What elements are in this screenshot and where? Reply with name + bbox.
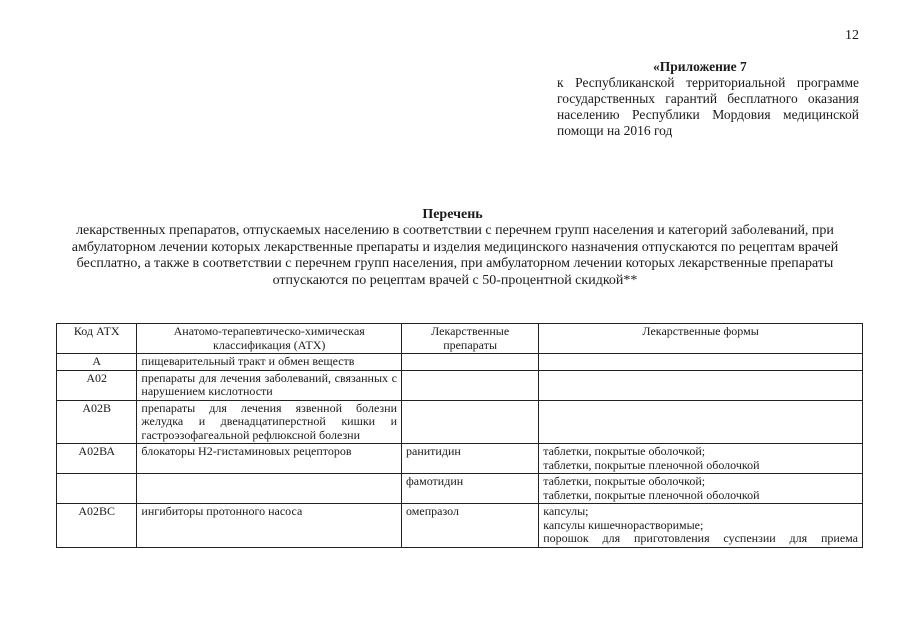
dosage-form-line: таблетки, покрытые пленочной оболочкой: [543, 487, 760, 502]
table-row: [57, 400, 863, 444]
table-header-row: [57, 324, 863, 354]
dosage-forms-cell: [539, 474, 863, 504]
header-code: Код АТХ: [57, 324, 137, 354]
page-number: 12: [845, 28, 859, 43]
atc-code-cell: А02ВА: [57, 444, 137, 474]
table-row: [57, 370, 863, 400]
dosage-form-line: порошок для приготовления суспензии для приема: [543, 531, 858, 545]
appendix-header: [557, 59, 859, 139]
header-classification: Анатомо-терапевтическо-химическая классификация (АТХ): [137, 324, 402, 354]
atc-classification-cell: [137, 474, 402, 504]
drug-name-cell: омепразол: [402, 504, 539, 548]
appendix-title: «Приложение 7: [653, 59, 747, 74]
table-row: [57, 474, 863, 504]
drug-name-cell: фамотидин: [402, 474, 539, 504]
atc-classification-cell: ингибиторы протонного насоса: [137, 504, 402, 548]
atc-classification-cell: препараты для лечения язвенной болезни желудка и двенадцатиперстной кишки и гастроэзофагеальной рефлюксной болезни: [137, 400, 402, 444]
appendix-body: к Республиканской территориальной программе государственных гарантий бесплатного оказания населению Республики Мордовия медицинской помощи на 2016 год: [557, 75, 859, 138]
atc-code-cell: А02В: [57, 400, 137, 444]
dosage-form-line: таблетки, покрытые оболочкой;: [543, 474, 706, 488]
dosage-form-line: капсулы;: [543, 504, 589, 518]
drug-name-cell: ранитидин: [402, 444, 539, 474]
dosage-forms-cell: [539, 444, 863, 474]
atc-classification-cell: препараты для лечения заболеваний, связанных с нарушением кислотности: [137, 370, 402, 400]
atc-code-cell: А02: [57, 370, 137, 400]
list-heading: Перечень: [422, 207, 483, 222]
atc-code-cell: А: [57, 354, 137, 371]
table-row: [57, 504, 863, 548]
table-body: [57, 354, 863, 548]
atc-code-cell: [57, 474, 137, 504]
atc-classification-cell: пищеварительный тракт и обмен веществ: [137, 354, 402, 371]
header-drugs: Лекарственные препараты: [402, 324, 539, 354]
table-row: [57, 444, 863, 474]
drug-name-cell: [402, 354, 539, 371]
dosage-form-line: капсулы кишечнорастворимые;: [543, 517, 704, 532]
atc-code-cell: А02ВС: [57, 504, 137, 548]
drug-name-cell: [402, 400, 539, 444]
dosage-forms-cell: [539, 400, 863, 444]
header-forms: Лекарственные формы: [539, 324, 863, 354]
dosage-forms-cell: [539, 354, 863, 371]
dosage-forms-cell: [539, 504, 863, 548]
atc-classification-cell: блокаторы Н2-гистаминовых рецепторов: [137, 444, 402, 474]
drug-table: [56, 323, 863, 548]
list-description: лекарственных препаратов, отпускаемых населению в соответствии с перечнем групп населения и категорий заболеваний, при амбулаторном лечении которых лекарственные препараты и изделия медицинского назначения отпускаются по рецептам врачей бесплатно, а также в соответствии с перечнем групп населения, при амбулаторном лечении которых лекарственные препараты отпускаются по рецептам врачей с 50-процентной скидкой**: [71, 223, 839, 288]
drug-name-cell: [402, 370, 539, 400]
dosage-forms-cell: [539, 370, 863, 400]
table-row: [57, 354, 863, 371]
dosage-form-line: таблетки, покрытые оболочкой;: [543, 444, 706, 458]
dosage-form-line: таблетки, покрытые пленочной оболочкой: [543, 457, 760, 472]
